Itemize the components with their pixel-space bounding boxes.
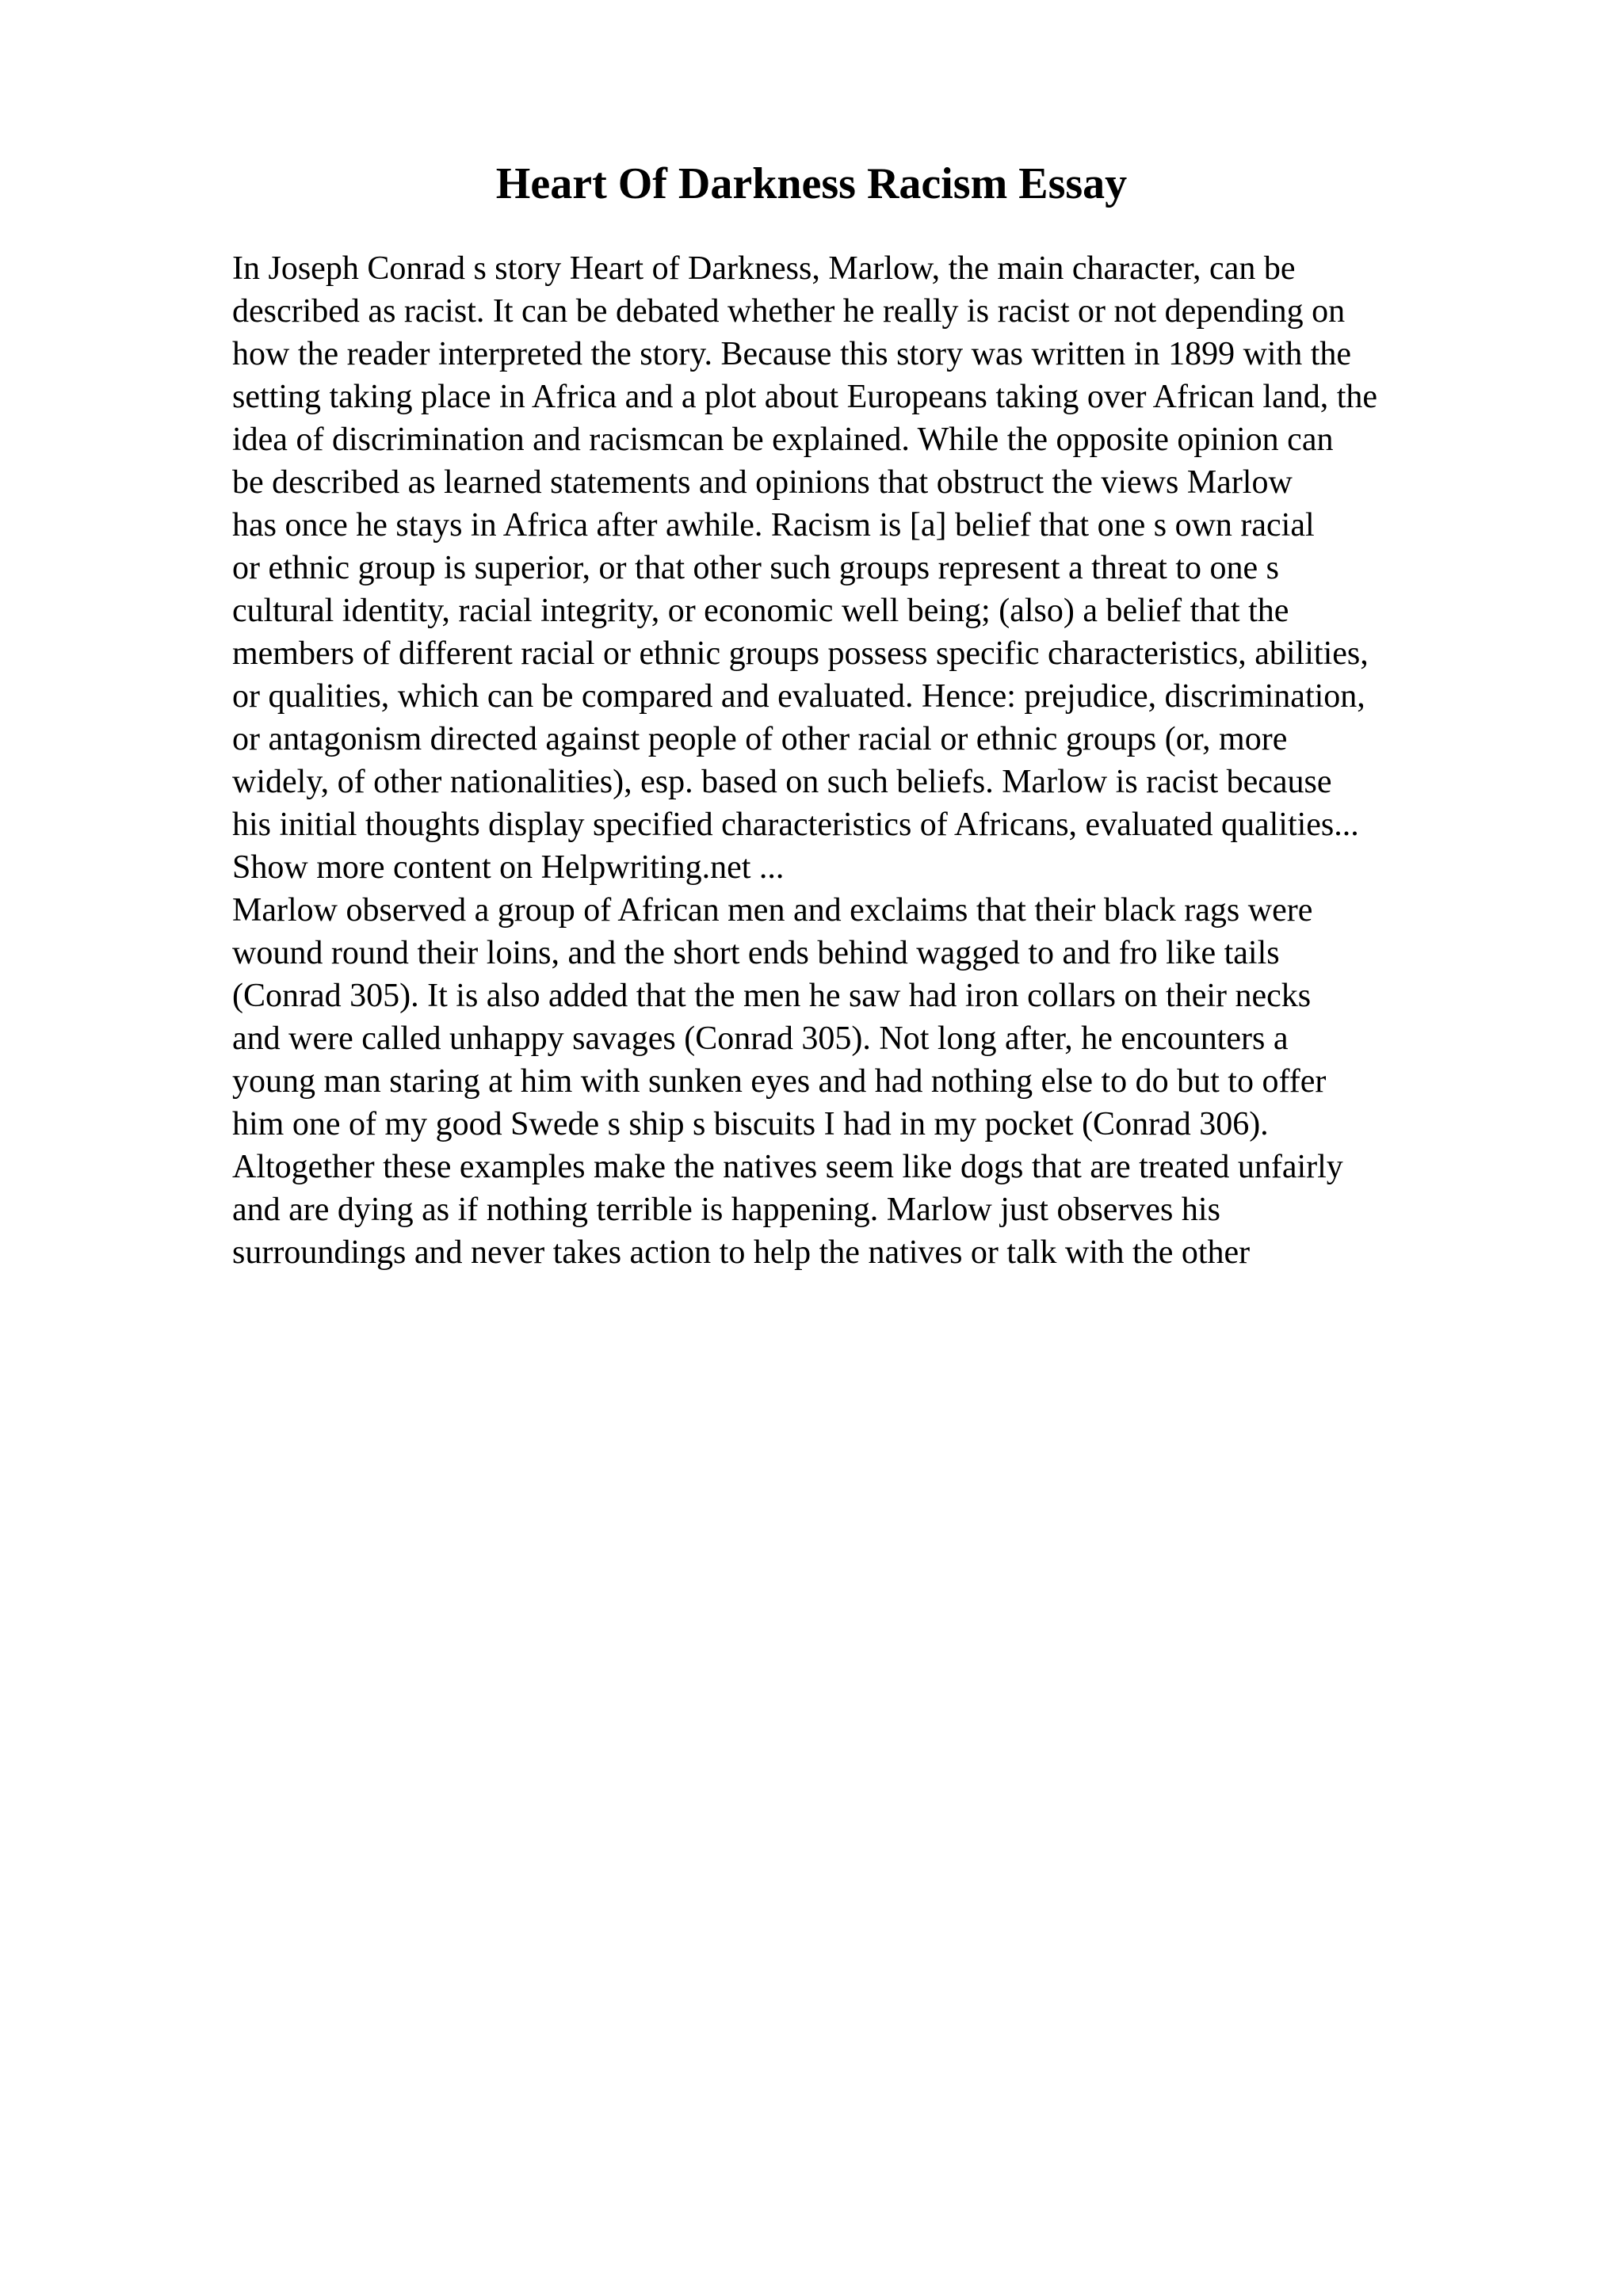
essay-line: cultural identity, racial integrity, or economic well being; (also) a belief that the xyxy=(232,593,1289,629)
essay-line: or qualities, which can be compared and evaluated. Hence: prejudice, discrimination, xyxy=(232,678,1365,715)
essay-line: described as racist. It can be debated whether he really is racist or not depending on xyxy=(232,293,1346,330)
page-title: Heart Of Darkness Racism Essay xyxy=(495,159,1128,208)
essay-body xyxy=(232,247,1595,1274)
essay-line: wound round their loins, and the short ends behind wagged to and fro like tails xyxy=(232,935,1280,971)
essay-line: has once he stays in Africa after awhile. Racism is [a] belief that one s own racial xyxy=(232,507,1315,543)
essay-line: Marlow observed a group of African men and exclaims that their black rags were xyxy=(232,892,1313,929)
essay-line: setting taking place in Africa and a plot about Europeans taking over African land, the xyxy=(232,379,1378,415)
essay-line: Altogether these examples make the natives seem like dogs that are treated unfairly xyxy=(232,1149,1343,1185)
essay-line: (Conrad 305). It is also added that the men he saw had iron collars on their necks xyxy=(232,978,1312,1014)
essay-line: idea of discrimination and racismcan be explained. While the opposite opinion can xyxy=(232,421,1334,458)
essay-line: or ethnic group is superior, or that other such groups represent a threat to one s xyxy=(232,550,1279,586)
essay-line: members of different racial or ethnic groups possess specific characteristics, abilities, xyxy=(232,635,1369,672)
essay-line: or antagonism directed against people of other racial or ethnic groups (or, more xyxy=(232,721,1288,757)
essay-line: and were called unhappy savages (Conrad 305). Not long after, he encounters a xyxy=(232,1020,1289,1057)
essay-line: how the reader interpreted the story. Because this story was written in 1899 with the xyxy=(232,336,1352,372)
essay-line: surroundings and never takes action to help the natives or talk with the other xyxy=(232,1234,1251,1271)
essay-line: widely, of other nationalities), esp. based on such beliefs. Marlow is racist because xyxy=(232,764,1332,800)
essay-line: his initial thoughts display specified characteristics of Africans, evaluated qualities... xyxy=(232,807,1359,843)
essay-line: him one of my good Swede s ship s biscuits I had in my pocket (Conrad 306). xyxy=(232,1106,1269,1142)
essay-line: young man staring at him with sunken eyes and had nothing else to do but to offer xyxy=(232,1063,1327,1100)
show-more-link[interactable]: Show more content on Helpwriting.net ... xyxy=(232,849,785,886)
essay-line: be described as learned statements and opinions that obstruct the views Marlow xyxy=(232,464,1293,501)
essay-line: In Joseph Conrad s story Heart of Darkness, Marlow, the main character, can be xyxy=(232,250,1296,287)
essay-line: and are dying as if nothing terrible is happening. Marlow just observes his xyxy=(232,1192,1220,1228)
